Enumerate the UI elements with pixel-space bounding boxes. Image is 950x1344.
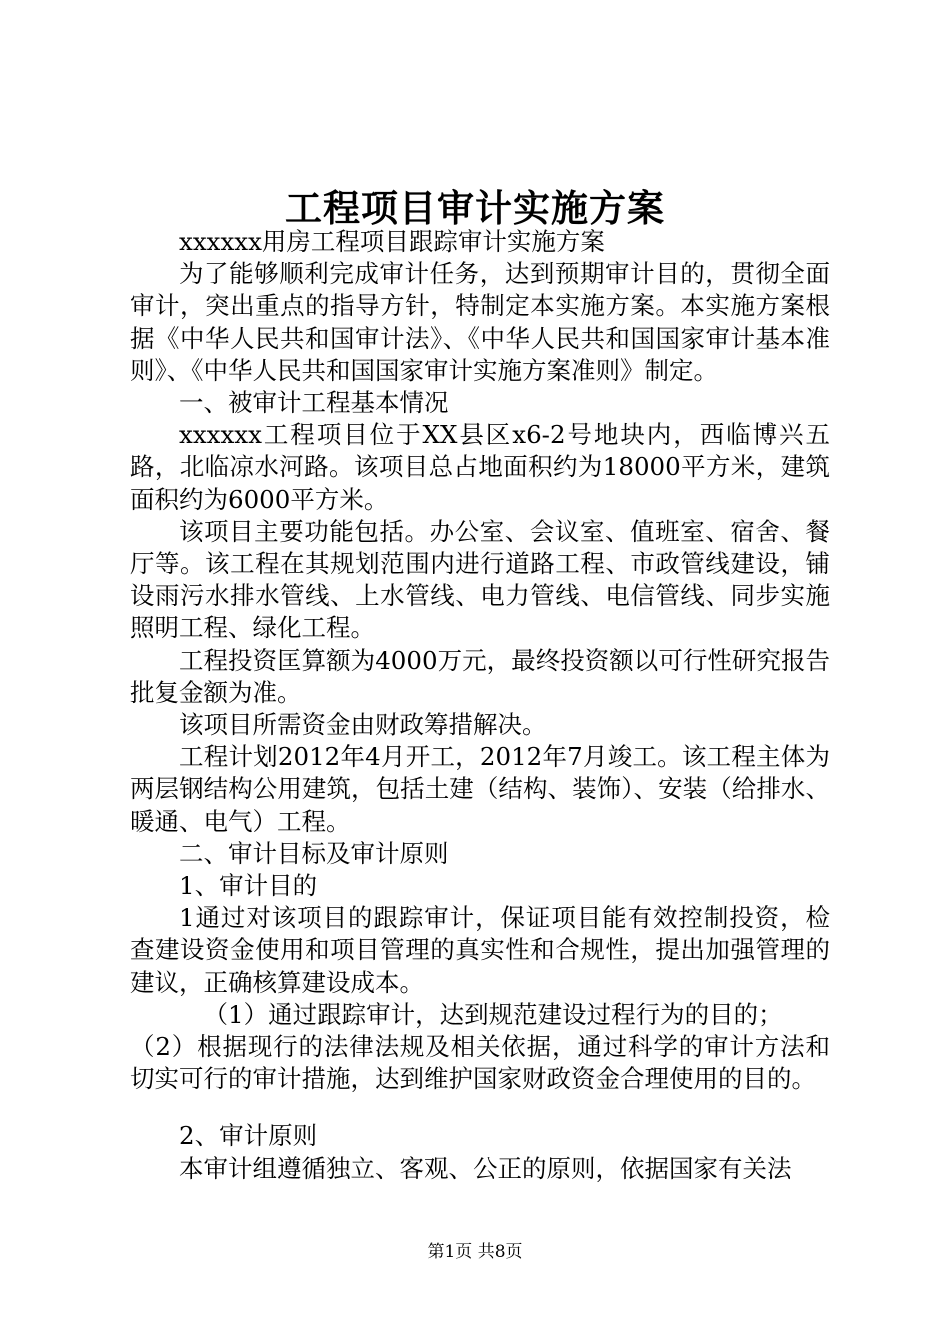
paragraph-purpose-item-2: （2）根据现行的法律法规及相关依据，通过科学的审计方法和切实可行的审计措施，达到维护国家财政资金合理使用的目的。 [130, 1032, 830, 1094]
paragraph-funding: 该项目所需资金由财政筹措解决。 [179, 710, 547, 740]
section-heading-1: 一、被审计工程基本情况 [179, 388, 449, 418]
paragraph-subtitle: xxxxxx用房工程项目跟踪审计实施方案 [179, 227, 605, 256]
subsection-heading-principles: 2、审计原则 [179, 1121, 318, 1151]
paragraph-investment: 工程投资匡算额为4000万元，最终投资额以可行性研究报告批复金额为准。 [130, 645, 830, 707]
paragraph-schedule: 工程计划2012年4月开工，2012年7月竣工。该工程主体为两层钢结构公用建筑，包括土建（结构、装饰）、安装（给排水、暖通、电气）工程。 [130, 742, 830, 836]
subsection-heading-purpose: 1、审计目的 [179, 871, 318, 901]
page-footer: 第1页 共8页 [427, 1242, 523, 1262]
page-title: 工程项目审计实施方案 [285, 186, 665, 230]
paragraph-location: xxxxxx工程项目位于XX县区x6-2号地块内，西临博兴五路，北临凉水河路。该项目总占地面积约为18000平方米，建筑面积约为6000平方米。 [130, 420, 830, 514]
paragraph-principles: 本审计组遵循独立、客观、公正的原则，依据国家有关法 [179, 1153, 792, 1183]
paragraph-functions: 该项目主要功能包括。办公室、会议室、值班室、宿舍、餐厅等。该工程在其规划范围内进行道路工程、市政管线建设，铺设雨污水排水管线、上水管线、电力管线、电信管线、同步实施照明工程、绿化工程。 [130, 516, 830, 643]
document-body [130, 226, 830, 1185]
paragraph-intro: 为了能够顺利完成审计任务，达到预期审计目的，贯彻全面审计，突出重点的指导方针，特制定本实施方案。本实施方案根据《中华人民共和国审计法》、《中华人民共和国国家审计基本准则》、《中华人民共和国国家审计实施方案准则》制定。 [130, 259, 830, 385]
section-heading-2: 二、审计目标及审计原则 [179, 838, 449, 868]
paragraph-purpose-item-1: （1）通过跟踪审计，达到规范建设过程行为的目的； [203, 999, 783, 1029]
paragraph-purpose: 1通过对该项目的跟踪审计，保证项目能有效控制投资，检查建设资金使用和项目管理的真实性和合规性，提出加强管理的建议，正确核算建设成本。 [130, 903, 830, 997]
